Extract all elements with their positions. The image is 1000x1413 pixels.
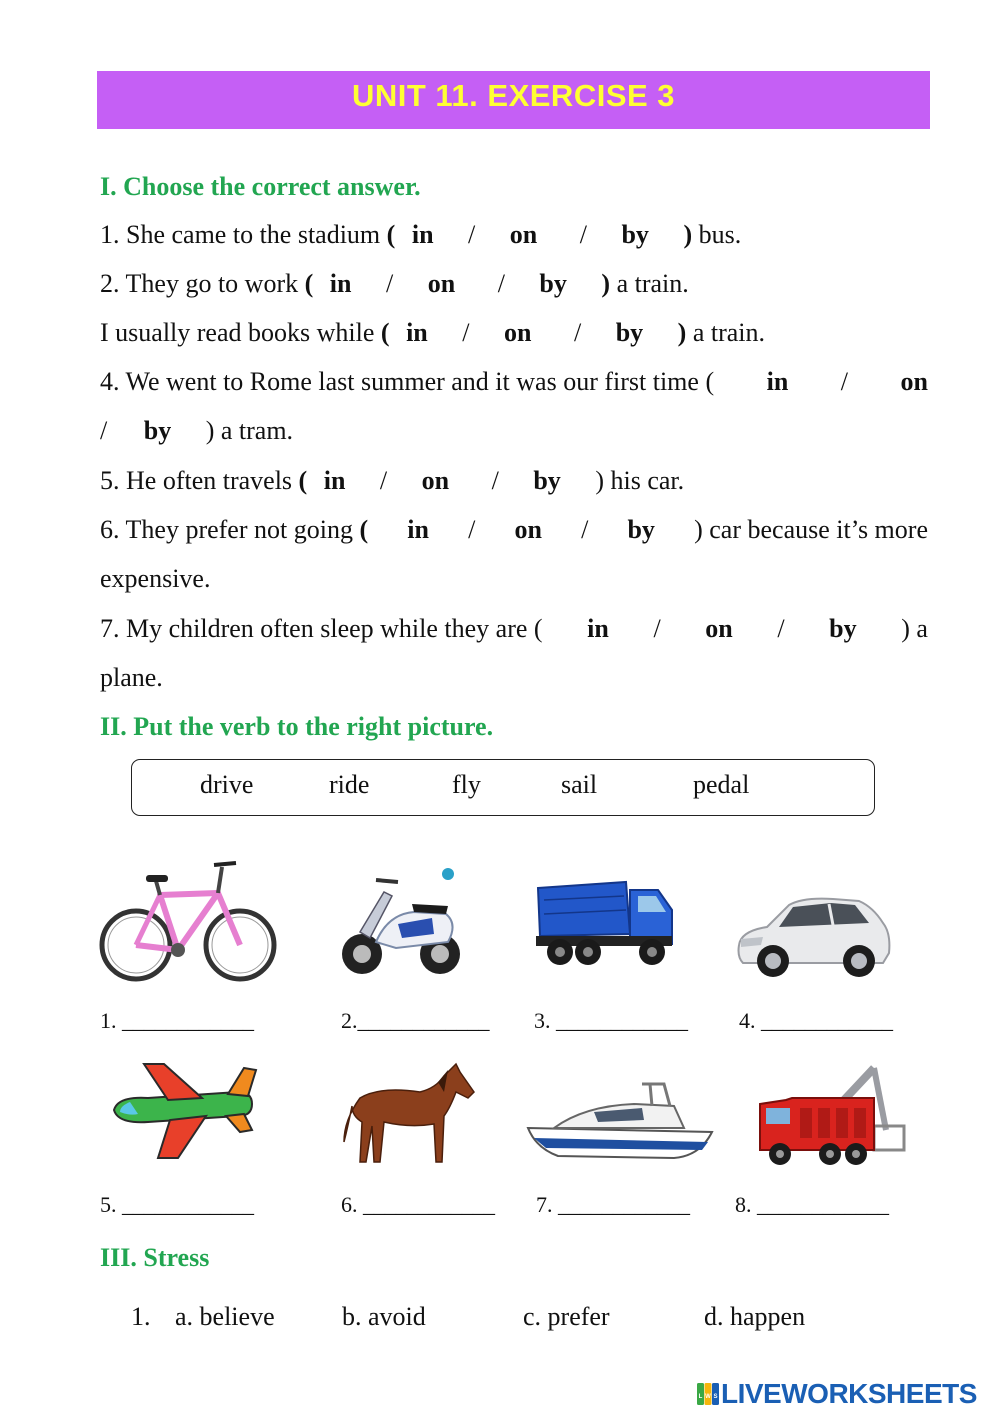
separator: / (462, 318, 470, 347)
paren-open: ( (380, 318, 390, 347)
option-in[interactable]: in (329, 269, 352, 298)
question-text: I usually read books while (100, 318, 381, 347)
word-fly: fly (452, 770, 481, 799)
option-in[interactable]: in (411, 220, 434, 249)
truck-image (534, 880, 676, 968)
picture-label: 5. ____________ (100, 1192, 254, 1217)
liveworksheets-brand: LIVEWORKSHEETS (721, 1378, 977, 1409)
question-text: bus. (692, 220, 742, 249)
option-on[interactable]: on (509, 220, 538, 249)
page-title: UNIT 11. EXERCISE 3 (351, 78, 676, 113)
question-text: 5. He often travels (100, 466, 299, 495)
liveworksheets-logo (697, 1378, 977, 1410)
picture-label: 1. ____________ (100, 1008, 254, 1033)
picture-label: 7. ____________ (536, 1192, 690, 1217)
car-image (733, 893, 893, 983)
fire-truck-image (756, 1064, 908, 1168)
paren-close: ) (601, 269, 611, 298)
question-text: 4. We went to Rome last summer and it was our first time ( (100, 367, 715, 396)
option-by[interactable]: by (539, 269, 567, 298)
option-in[interactable]: in (406, 318, 428, 347)
stress-option-a[interactable]: a. believe (175, 1302, 275, 1331)
stress-option-c[interactable]: c. prefer (523, 1302, 610, 1331)
separator: / (385, 269, 394, 298)
question-2 (100, 269, 928, 299)
question-text: ) a tram. (205, 416, 294, 445)
paren-close: ) (677, 318, 687, 347)
question-7 (100, 614, 928, 644)
question-6-continued: expensive. (100, 564, 211, 593)
question-1 (100, 220, 928, 250)
question-text: a train. (686, 318, 766, 347)
bicycle-image (98, 855, 278, 985)
picture-label: 2.____________ (341, 1008, 490, 1033)
separator: / (579, 220, 587, 249)
question-text: car because it’s more (702, 515, 928, 544)
question-text: a train. (610, 269, 689, 298)
question-7-continued: plane. (100, 663, 163, 692)
option-by[interactable]: by (627, 515, 655, 544)
paren-open: ( (298, 466, 308, 495)
question-text: 7. My children often sleep while they are ( (100, 614, 543, 643)
option-on[interactable]: on (705, 614, 733, 643)
option-on[interactable]: on (503, 318, 532, 347)
badge-letter: L (698, 1394, 703, 1400)
stress-item-number: 1. (131, 1302, 151, 1331)
separator: / (840, 367, 849, 396)
word-sail: sail (561, 770, 598, 799)
motorbike-image (336, 862, 464, 982)
option-on[interactable]: on (900, 367, 928, 396)
option-on[interactable]: on (421, 466, 450, 495)
option-by[interactable]: by (615, 318, 644, 347)
airplane-image (108, 1062, 260, 1162)
option-by[interactable]: by (621, 220, 649, 249)
option-in[interactable]: in (407, 515, 429, 544)
picture-label: 8. ____________ (735, 1192, 889, 1217)
option-by[interactable]: by (533, 466, 561, 495)
separator: / (653, 614, 661, 643)
option-by[interactable]: by (143, 416, 172, 445)
paren-close: ) (694, 515, 703, 544)
badge-letter: S (713, 1394, 718, 1400)
paren-open: ( (304, 269, 314, 298)
picture-label: 3. ____________ (534, 1008, 688, 1033)
question-text: his car. (603, 466, 685, 495)
badge-letter: W (705, 1394, 711, 1400)
separator: / (379, 466, 388, 495)
word-bank (131, 759, 875, 816)
stress-option-d[interactable]: d. happen (704, 1302, 806, 1331)
question-text: 2. They go to work (100, 269, 305, 298)
option-in[interactable]: in (766, 367, 789, 396)
separator: / (581, 515, 589, 544)
question-6 (100, 515, 928, 545)
question-text: ) a (901, 614, 928, 643)
word-ride: ride (329, 770, 370, 799)
section-3-heading: III. Stress (100, 1243, 210, 1272)
separator: / (468, 220, 476, 249)
paren-open: ( (386, 220, 396, 249)
question-3 (100, 318, 928, 348)
stress-option-b[interactable]: b. avoid (342, 1302, 426, 1331)
picture-label: 6. ____________ (341, 1192, 495, 1217)
separator: / (573, 318, 582, 347)
question-4-continued (100, 416, 928, 446)
word-pedal: pedal (693, 770, 750, 799)
section-2-heading: II. Put the verb to the right picture. (100, 712, 494, 741)
option-in[interactable]: in (587, 614, 609, 643)
question-text: 1. She came to the stadium (100, 220, 387, 249)
option-in[interactable]: in (323, 466, 346, 495)
section-1-heading: I. Choose the correct answer. (100, 172, 421, 201)
word-drive: drive (200, 770, 254, 799)
question-text: 6. They prefer not going (100, 515, 360, 544)
separator: / (468, 515, 476, 544)
separator: / (777, 614, 785, 643)
horse-image (340, 1062, 478, 1170)
paren-close: ) (595, 466, 604, 495)
option-by[interactable]: by (829, 614, 857, 643)
picture-label: 4. ____________ (739, 1008, 893, 1033)
option-on[interactable]: on (427, 269, 456, 298)
paren-close: ) (683, 220, 693, 249)
question-4 (100, 367, 928, 397)
question-5 (100, 466, 928, 496)
separator: / (497, 269, 505, 298)
separator: / (491, 466, 499, 495)
title-banner (97, 71, 930, 129)
paren-open: ( (359, 515, 369, 544)
liveworksheets-badge-icon (697, 1381, 719, 1407)
separator: / (100, 416, 108, 445)
boat-image (524, 1076, 718, 1168)
option-on[interactable]: on (514, 515, 542, 544)
